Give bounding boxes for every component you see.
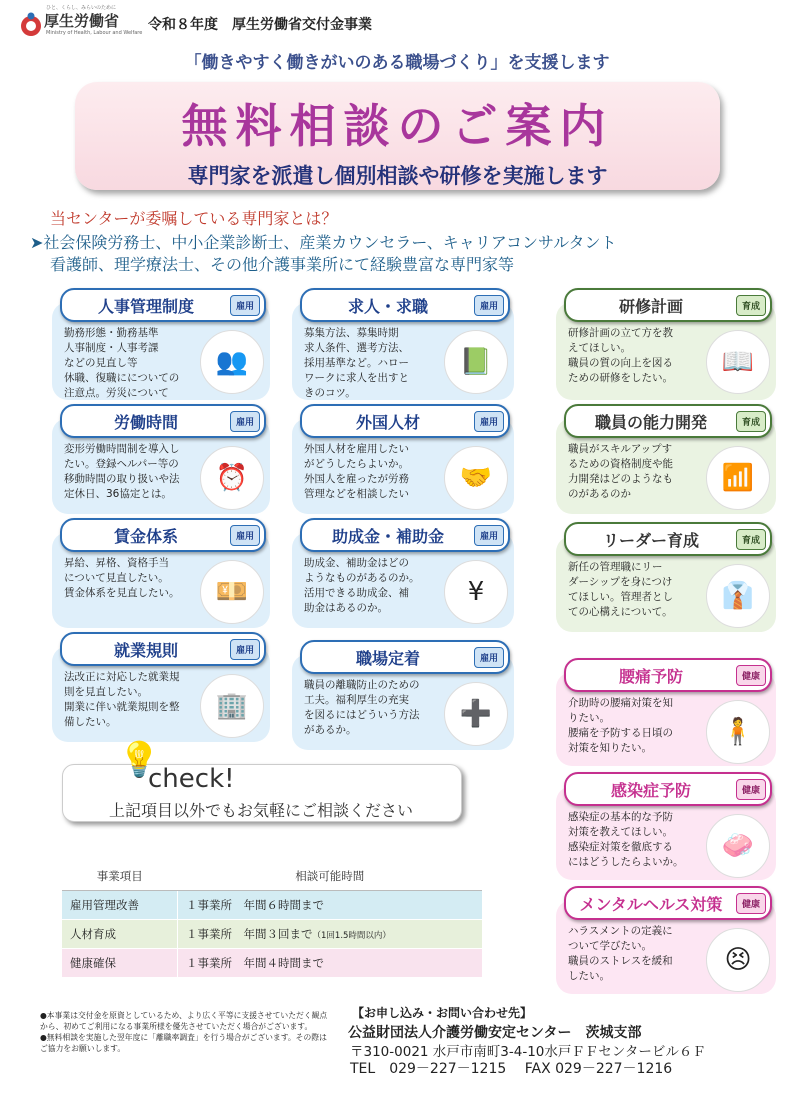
card-description: 外国人材を雇用したい がどうしたらよいか。 外国人を雇ったが労務 管理などを相談したい xyxy=(304,443,409,500)
card-title: 人事管理制度 xyxy=(97,296,194,316)
card-category-badge: 雇用 xyxy=(230,295,260,316)
table-header-time: 相談可能時間 xyxy=(178,862,483,891)
card-description: 新任の管理職にリー ダーシップを身につけ てほしい。管理者とし ての心構えについて。 xyxy=(568,561,673,618)
ministry-tagline: ひと、くらし、みらいのために xyxy=(46,5,117,11)
card-description: 研修計画の立て方を教 えてほしい。 職員の質の向上を図る ための研修をしたい。 xyxy=(568,327,673,384)
card-illustration-icon: 📖 xyxy=(706,330,770,394)
card-title: 助成金・補助金 xyxy=(331,526,444,546)
contact-address: 〒310-0021 水戸市南町3-4-10水戸ＦＦセンタービル６Ｆ xyxy=(350,1044,706,1060)
card-category-badge: 健康 xyxy=(736,665,766,686)
intro-line-2: 看護師、理学療法士、その他介護事業所にて経験豊富な専門家等 xyxy=(50,255,515,274)
table-cell-time: １事業所 年間４時間まで xyxy=(178,949,483,978)
card-illustration-icon: 📗 xyxy=(444,330,508,394)
ministry-logo-icon xyxy=(20,12,42,38)
card-illustration-icon: 👥 xyxy=(200,330,264,394)
card-illustration-icon: 🧍 xyxy=(706,700,770,764)
card-title-pill xyxy=(564,886,772,920)
card-illustration-icon: 💴 xyxy=(200,560,264,624)
card-title: メンタルヘルス対策 xyxy=(579,894,723,914)
card-title: 外国人材 xyxy=(355,412,420,432)
card-illustration-icon: ¥ xyxy=(444,560,508,624)
card-illustration-icon: 📶 xyxy=(706,446,770,510)
table-cell-item: 健康確保 xyxy=(62,949,178,978)
card-description: 昇給、昇格、資格手当 について見直したい。 賃金体系を見直したい。 xyxy=(64,557,180,599)
card-description: 職員がスキルアップす るための資格制度や能 力開発はどのようなも のがあるのか xyxy=(568,443,673,500)
card-title: リーダー育成 xyxy=(602,530,699,550)
card-description: 職員の離職防止のための 工夫。福利厚生の充実 を図るにはどういう方法 があるか。 xyxy=(304,679,420,736)
check-heading: check! xyxy=(148,764,235,794)
card-title: 賃金体系 xyxy=(113,526,178,546)
card-category-badge: 健康 xyxy=(736,779,766,800)
card-illustration-icon: 👔 xyxy=(706,564,770,628)
card-description: ハラスメントの定義に ついて学びたい。 職員のストレスを緩和 したい。 xyxy=(568,925,673,982)
card-illustration-icon: 🤝 xyxy=(444,446,508,510)
card-category-badge: 雇用 xyxy=(230,525,260,546)
card-category-badge: 育成 xyxy=(736,295,766,316)
card-title-pill xyxy=(300,640,510,674)
footnotes xyxy=(40,1010,330,1054)
contact-phone: TEL 029－227－1215 FAX 029－227－1216 xyxy=(350,1061,673,1077)
card-description: 助成金、補助金はどの ようなものがあるのか。 活用できる助成金、補 助金はあるのか。 xyxy=(304,557,420,614)
card-category-badge: 雇用 xyxy=(474,411,504,432)
fiscal-year-label: 令和８年度 厚生労働省交付金事業 xyxy=(148,17,372,33)
card-title-pill xyxy=(300,518,510,552)
card-description: 介助時の腰痛対策を知 りたい。 腰痛を予防する日頃の 対策を知りたい。 xyxy=(568,697,673,754)
card-title-pill xyxy=(60,404,266,438)
card-category-badge: 育成 xyxy=(736,411,766,432)
card-title-pill xyxy=(564,522,772,556)
table-header-row xyxy=(62,862,482,891)
check-message: 上記項目以外でもお気軽にご相談ください xyxy=(108,801,413,820)
ministry-english: Ministry of Health, Labour and Welfare xyxy=(46,30,143,36)
tagline: 「働きやすく働きがいのある職場づくり」を支援します xyxy=(184,53,610,73)
card-title: 職員の能力開発 xyxy=(594,412,707,432)
card-illustration-icon: ➕ xyxy=(444,682,508,746)
card-description: 募集方法、募集時期 求人条件、選考方法、 採用基準など。ハロー ワークに求人を出すと きのコツ。 xyxy=(304,327,409,399)
card-category-badge: 雇用 xyxy=(230,411,260,432)
table-row xyxy=(62,920,482,949)
card-title: 研修計画 xyxy=(618,296,683,316)
card-illustration-icon: 🏢 xyxy=(200,674,264,738)
table-row xyxy=(62,891,482,920)
card-title: 腰痛予防 xyxy=(618,666,683,686)
card-title-pill xyxy=(564,404,772,438)
card-title: 職場定着 xyxy=(355,648,420,668)
contact-organization: 公益財団法人介護労働安定センター 茨城支部 xyxy=(348,1025,642,1041)
card-category-badge: 雇用 xyxy=(474,295,504,316)
card-title-pill xyxy=(60,288,266,322)
card-title-pill xyxy=(564,288,772,322)
table-cell-time: １事業所 年間６時間まで xyxy=(178,891,483,920)
card-title-pill xyxy=(300,404,510,438)
card-category-badge: 雇用 xyxy=(474,647,504,668)
page-subtitle: 専門家を派遣し個別相談や研修を実施します xyxy=(187,164,608,188)
card-description: 感染症の基本的な予防 対策を教えてほしい。 感染症対策を徹底する にはどうしたらよいか。 xyxy=(568,811,684,868)
card-description: 法改正に対応した就業規 則を見直したい。 開業に伴い就業規則を整 備したい。 xyxy=(64,671,180,728)
card-description: 勤務形態・勤務基準 人事制度・人事考課 などの見直し等 休職、復職にについての 注意点。労災について xyxy=(64,327,180,399)
card-category-badge: 雇用 xyxy=(474,525,504,546)
lightbulb-icon: 💡 xyxy=(118,740,161,780)
card-category-badge: 育成 xyxy=(736,529,766,550)
card-title-pill xyxy=(300,288,510,322)
card-description: 変形労働時間制を導入し たい。登録ヘルパー等の 移動時間の取り扱いや法 定休日、36協定とは。 xyxy=(64,443,180,500)
card-category-badge: 健康 xyxy=(736,893,766,914)
table-cell-item: 人材育成 xyxy=(62,920,178,949)
intro-question: 当センターが委嘱している専門家とは？ xyxy=(50,209,338,228)
card-title-pill xyxy=(60,518,266,552)
table-header-item: 事業項目 xyxy=(62,862,178,891)
page-title: 無料相談のご案内 xyxy=(181,99,614,153)
card-illustration-icon: ⏰ xyxy=(200,446,264,510)
card-category-badge: 雇用 xyxy=(230,639,260,660)
intro-line-1: ➤社会保険労務士、中小企業診断士、産業カウンセラー、キャリアコンサルタント xyxy=(30,233,617,252)
card-title-pill xyxy=(564,658,772,692)
contact-heading: 【お申し込み・お問い合わせ先】 xyxy=(352,1006,533,1020)
card-title-pill xyxy=(60,632,266,666)
card-illustration-icon: 🧼 xyxy=(706,814,770,878)
footnote: ●無料相談を実施した翌年度に「離職率調査」を行う場合がございます。その際はご協力をお願いします。 xyxy=(40,1033,327,1053)
card-title: 求人・求職 xyxy=(347,296,428,316)
table-row xyxy=(62,949,482,978)
card-title: 就業規則 xyxy=(113,640,178,660)
card-illustration-icon: 😣 xyxy=(706,928,770,992)
ministry-name: 厚生労働省 xyxy=(44,12,120,30)
card-title: 労働時間 xyxy=(113,412,178,432)
table-cell-note: （1回1.5時間以内） xyxy=(312,931,391,941)
card-title-pill xyxy=(564,772,772,806)
footnote: ●本事業は交付金を原資としているため、より広く平等に支援させていただく観点から、初めてご利用になる事業所様を優先させていただく場合がございます。 xyxy=(40,1011,328,1031)
table-cell-time: １事業所 年間３回まで（1回1.5時間以内） xyxy=(178,920,483,949)
table-cell-item: 雇用管理改善 xyxy=(62,891,178,920)
availability-table xyxy=(62,862,482,978)
card-title: 感染症予防 xyxy=(610,780,691,800)
